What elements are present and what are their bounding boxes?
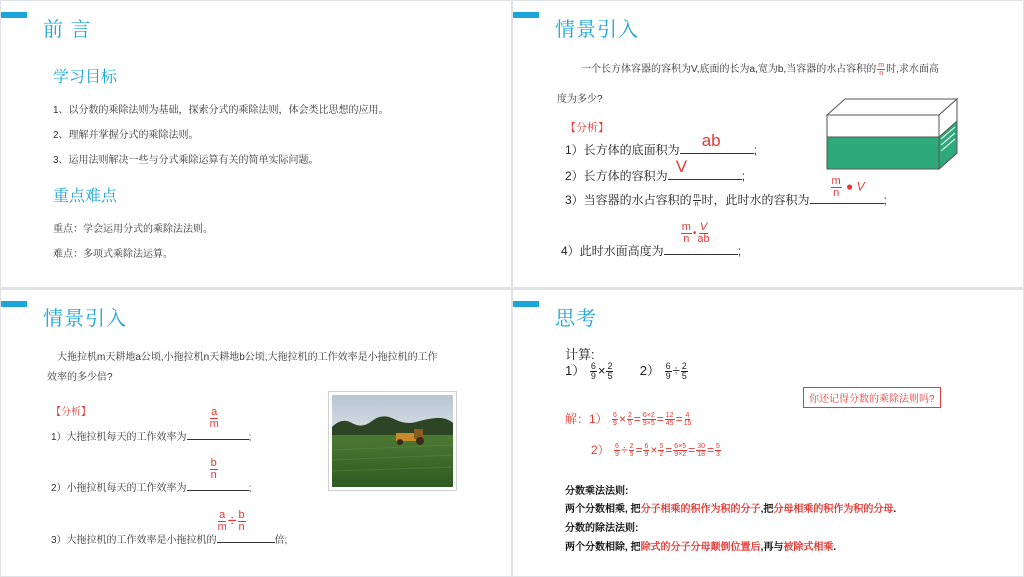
exercise-line bbox=[565, 360, 689, 381]
answer-4: $\frac{m}{n}$ • $\frac{V}{ab}$ bbox=[681, 221, 710, 245]
frac-num: 4 bbox=[685, 412, 690, 420]
answer-blank bbox=[217, 509, 275, 543]
frac-num: m bbox=[681, 221, 691, 233]
fraction bbox=[643, 443, 649, 458]
equals-sign: = bbox=[656, 412, 664, 426]
fraction bbox=[696, 443, 706, 458]
goals-heading: 学习目标 bbox=[53, 69, 118, 86]
rule2-text bbox=[565, 538, 836, 553]
frac-den: 45 bbox=[665, 420, 674, 428]
times-sign: × bbox=[618, 412, 626, 426]
frac-den: 18 bbox=[697, 451, 705, 459]
scene-slide-tractor bbox=[1, 290, 511, 576]
answer-3-fraction bbox=[831, 176, 842, 199]
fraction bbox=[612, 412, 618, 427]
rule-text: . bbox=[893, 504, 897, 515]
rule-text: 两个分数相除, 把 bbox=[565, 542, 641, 553]
q4-text: 4）此时水面高度为 bbox=[561, 244, 664, 258]
divide-sign: ÷ bbox=[227, 512, 237, 530]
answer-3-var: V bbox=[856, 179, 865, 194]
problem-text-b: 时,求水面高 bbox=[886, 64, 939, 75]
frac-num: b bbox=[210, 457, 217, 469]
think-slide bbox=[513, 290, 1023, 576]
analysis-label: 【分析】 bbox=[51, 407, 91, 418]
frac-den: 15 bbox=[683, 420, 692, 428]
divide-sign: ÷ bbox=[672, 363, 680, 378]
frac-num: m bbox=[831, 175, 841, 187]
fraction bbox=[590, 362, 597, 381]
frac-num: a bbox=[219, 509, 226, 521]
frac-num: 30 bbox=[697, 443, 705, 451]
rule-text: . bbox=[833, 542, 837, 553]
fraction bbox=[606, 362, 613, 381]
answer-blank bbox=[187, 457, 249, 491]
frac-den: 5 bbox=[627, 420, 632, 428]
equals-sign: = bbox=[635, 443, 643, 457]
answer-1: ab bbox=[701, 131, 721, 150]
suffix: ; bbox=[741, 169, 746, 183]
frac-den: 9 bbox=[590, 371, 596, 382]
goal-item: 1、以分数的乘除法则为基础，探索分式的乘除法则，体会类比思想的应用。 bbox=[53, 105, 389, 116]
scene-slide-container bbox=[513, 1, 1023, 287]
water-front bbox=[827, 137, 939, 169]
rule-highlight: 被除式相乘 bbox=[783, 542, 834, 553]
solution-label: 2） bbox=[591, 443, 610, 457]
frac-den: m bbox=[209, 418, 219, 430]
frac-den: n bbox=[210, 469, 217, 481]
frac-num: 6 bbox=[590, 361, 596, 372]
answer-3: $\frac{m}{n}$ ● V bbox=[831, 175, 865, 199]
suffix: ; bbox=[753, 143, 758, 157]
exercise-2-label: 2） bbox=[639, 363, 660, 378]
equals-sign: = bbox=[675, 412, 683, 426]
frac-den: 5 bbox=[629, 451, 634, 459]
rule1-text bbox=[565, 500, 896, 515]
key-point: 重点：学会运用分式的乘除法法则。 bbox=[53, 224, 213, 235]
frac-den: 9 bbox=[665, 371, 671, 382]
fraction bbox=[665, 362, 672, 381]
frac-num: m bbox=[878, 61, 885, 69]
rule-highlight: 分母相乘的积作为积的分母 bbox=[773, 504, 894, 515]
solution-label: 解：1） bbox=[565, 412, 608, 426]
answer-3-fraction-2 bbox=[238, 510, 246, 533]
q3-text-b: 时，此时水的容积为 bbox=[701, 193, 810, 207]
answer-blank bbox=[810, 175, 884, 204]
equals-sign: = bbox=[633, 412, 641, 426]
title-accent-bar bbox=[513, 301, 539, 307]
title-accent-bar bbox=[513, 12, 539, 18]
equals-sign: = bbox=[706, 443, 714, 457]
frac-num: 6 bbox=[613, 412, 617, 420]
title-accent-bar bbox=[1, 12, 27, 18]
problem-fraction bbox=[877, 62, 885, 77]
equals-sign: = bbox=[665, 443, 673, 457]
question-2 bbox=[51, 457, 252, 494]
fraction bbox=[629, 443, 635, 458]
intro-slide bbox=[1, 1, 511, 287]
fraction bbox=[673, 443, 687, 458]
frac-num: a bbox=[211, 406, 218, 418]
q2-text: 2）长方体的容积为 bbox=[565, 169, 668, 183]
solution-2 bbox=[591, 441, 722, 458]
frac-num: 5 bbox=[659, 443, 664, 451]
frac-den: 9×2 bbox=[674, 451, 687, 459]
frac-num: V bbox=[699, 221, 708, 233]
tractor-photo bbox=[328, 391, 457, 491]
slide-title: 情景引入 bbox=[555, 19, 639, 41]
fraction bbox=[665, 412, 675, 427]
question-1 bbox=[565, 131, 758, 158]
goal-item: 3、运用法则解决一些与分式乘除运算有关的简单实际问题。 bbox=[53, 155, 319, 166]
frac-num: 6 bbox=[644, 443, 649, 451]
frac-den: 2 bbox=[659, 451, 664, 459]
answer-2: V bbox=[675, 157, 688, 176]
rule2-title: 分数的除法法则: bbox=[565, 523, 639, 534]
frac-num: 6 bbox=[665, 361, 671, 372]
answer-blank bbox=[668, 157, 742, 180]
q2-text: 2）小拖拉机每天的工作效率为 bbox=[51, 483, 187, 494]
rule-highlight: 分子相乘的积作为积的分子 bbox=[640, 504, 761, 515]
difficulty: 难点：多项式乘除法运算。 bbox=[53, 249, 173, 260]
answer-3-fraction-1 bbox=[218, 510, 227, 533]
question-3 bbox=[51, 509, 288, 546]
times-sign: × bbox=[597, 363, 606, 378]
fraction bbox=[715, 443, 721, 458]
suffix: 倍; bbox=[274, 535, 288, 546]
slide-title: 前 言 bbox=[43, 19, 92, 41]
exercise-1-label: 1） bbox=[565, 363, 586, 378]
frac-den: 9 bbox=[644, 451, 649, 459]
times-sign: × bbox=[650, 443, 658, 457]
title-accent-bar bbox=[1, 301, 27, 307]
goal-item: 2、理解并掌握分式的乘除法则。 bbox=[53, 130, 199, 141]
box-front-empty bbox=[827, 115, 939, 137]
frac-den: 9 bbox=[615, 451, 619, 459]
frac-den: n bbox=[879, 69, 884, 77]
fraction bbox=[614, 443, 620, 458]
frac-num: m bbox=[693, 193, 700, 201]
frac-den: 5 bbox=[607, 371, 613, 382]
frac-den: n bbox=[238, 521, 245, 533]
answer-2 bbox=[209, 458, 219, 481]
answer-3 bbox=[217, 510, 247, 533]
rule-text: 两个分数相乘, 把 bbox=[565, 504, 641, 515]
answer-1 bbox=[209, 407, 220, 430]
tractor-photo-image bbox=[332, 395, 453, 487]
frac-num: b bbox=[238, 509, 245, 521]
rule-text: ,把 bbox=[760, 504, 774, 515]
suffix: ; bbox=[883, 193, 887, 207]
calc-label: 计算: bbox=[565, 347, 595, 362]
fraction bbox=[658, 443, 664, 458]
frac-num: 6 bbox=[615, 443, 619, 451]
q3-fraction bbox=[693, 193, 701, 208]
answer-2-fraction bbox=[210, 458, 218, 481]
frac-den: n bbox=[683, 233, 690, 245]
key-heading: 重点难点 bbox=[53, 188, 118, 205]
answer-blank bbox=[187, 406, 249, 440]
frac-num: 2 bbox=[627, 412, 632, 420]
frac-den: 9 bbox=[613, 420, 617, 428]
fraction bbox=[684, 412, 692, 427]
frac-num: 2 bbox=[681, 361, 687, 372]
box-top bbox=[827, 99, 957, 115]
frac-num: 2 bbox=[607, 361, 613, 372]
answer-blank bbox=[680, 131, 754, 154]
frac-den: n bbox=[833, 187, 840, 199]
container-diagram bbox=[825, 97, 960, 177]
question-4 bbox=[561, 221, 742, 259]
frac-num: 5 bbox=[716, 443, 720, 451]
problem-line bbox=[581, 60, 939, 77]
answer-blank bbox=[664, 221, 738, 255]
frac-num: 6×2 bbox=[642, 412, 655, 420]
slide-title: 思考 bbox=[555, 308, 597, 330]
frac-den: m bbox=[217, 521, 227, 533]
frac-den: 3 bbox=[716, 451, 720, 459]
suffix: ; bbox=[248, 432, 252, 443]
answer-4-fraction-1 bbox=[681, 222, 692, 245]
fraction bbox=[627, 412, 633, 427]
q3-text: 3）大拖拉机的工作效率是小拖拉机的 bbox=[51, 535, 217, 546]
frac-den: ab bbox=[697, 233, 710, 245]
q1-text: 1）长方体的底面积为 bbox=[565, 143, 680, 157]
suffix: ; bbox=[248, 483, 252, 494]
fraction bbox=[681, 362, 688, 381]
answer-4-fraction-2 bbox=[697, 222, 709, 245]
divide-sign: ÷ bbox=[620, 443, 628, 457]
rule-text: ,再与 bbox=[760, 542, 784, 553]
suffix: ; bbox=[737, 244, 742, 258]
answer-1-fraction bbox=[210, 407, 219, 430]
problem-line-2: 效率的多少倍? bbox=[47, 372, 113, 383]
problem-line: 大拖拉机m天耕地a公顷,小拖拉机n天耕地b公顷,大拖拉机的工作效率是小拖拉机的工作 bbox=[57, 352, 438, 363]
question-2 bbox=[565, 157, 746, 184]
q1-text: 1）大拖拉机每天的工作效率为 bbox=[51, 432, 187, 443]
fraction bbox=[642, 412, 656, 427]
frac-num: 2 bbox=[629, 443, 634, 451]
solution-1 bbox=[565, 410, 692, 427]
frac-den: 9×5 bbox=[642, 420, 655, 428]
frac-den: n bbox=[694, 201, 699, 209]
frac-den: 5 bbox=[681, 371, 687, 382]
rule1-title: 分数乘法法则: bbox=[565, 486, 629, 497]
problem-line-2: 度为多少? bbox=[557, 94, 603, 105]
q3-text-a: 3）当容器的水占容积的 bbox=[565, 193, 692, 207]
slide-title: 情景引入 bbox=[43, 308, 127, 330]
equals-sign: = bbox=[688, 443, 696, 457]
rule-highlight: 除式的分子分母颠倒位置后 bbox=[640, 542, 761, 553]
analysis-label: 【分析】 bbox=[565, 122, 609, 134]
problem-text-a: 一个长方体容器的容积为V,底面的长为a,宽为b,当容器的水占容积的 bbox=[581, 64, 877, 75]
frac-num: 6×5 bbox=[674, 443, 687, 451]
frac-num: 12 bbox=[665, 412, 674, 420]
reminder-box: 你还记得分数的乘除法则吗? bbox=[803, 387, 941, 408]
